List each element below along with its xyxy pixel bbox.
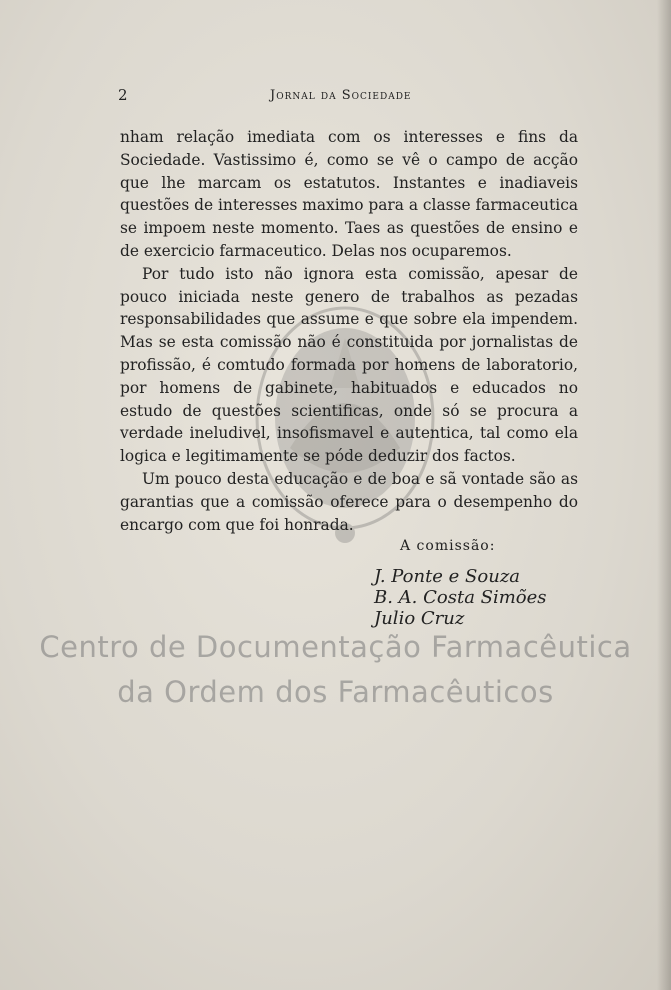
watermark-line-1: Centro de Documentação Farmacêutica — [39, 630, 632, 664]
signature-name-3: Julio Cruz — [374, 608, 465, 629]
page-header — [118, 86, 578, 106]
paragraph-3: Um pouco desta educação e de boa e sã vontade são as garantias que a comissão oferece para o desempenho do encargo com que foi honrada. — [120, 469, 578, 534]
article-body — [120, 126, 578, 536]
watermark-line-2: da Ordem dos Farmacêuticos — [117, 675, 554, 709]
signature-name-2: B. A. Costa Simões — [374, 587, 547, 608]
signature-heading: A comissão: — [400, 538, 496, 554]
paragraph-2: Por tudo isto não ignora esta comissão, apesar de pouco iniciada neste genero de trabalhos as pezadas responsabilidades que assume e que sobre ela impendem. Mas se esta comissão não é constituida por jornalistas de profissão, é comtudo formada por homens de laboratorio, por homens de gabinete, habituados e educados no estudo de questões scientificas, onde só se procura a verdade ineludivel, insofismavel e autentica, tal como ela logica e legitimamente se póde deduzir dos factos. — [120, 264, 578, 466]
paragraph-1: nham relação imediata com os interesses e fins da Sociedade. Vastissimo é, como se vê o campo de acção que lhe marcam os estatutos. Instantes e inadiaveis questões de interesses maximo para a classe farmaceutica se impoem neste momento. Taes as questões de ensino e de exercicio farmaceutico. Delas nos ocuparemos. — [120, 128, 578, 260]
page-number: 2 — [118, 86, 128, 104]
page-edge-shadow — [657, 0, 671, 990]
signature-name-1: J. Ponte e Souza — [374, 566, 521, 587]
running-title: Jornal da Sociedade — [270, 88, 412, 103]
signature-block — [370, 538, 590, 629]
